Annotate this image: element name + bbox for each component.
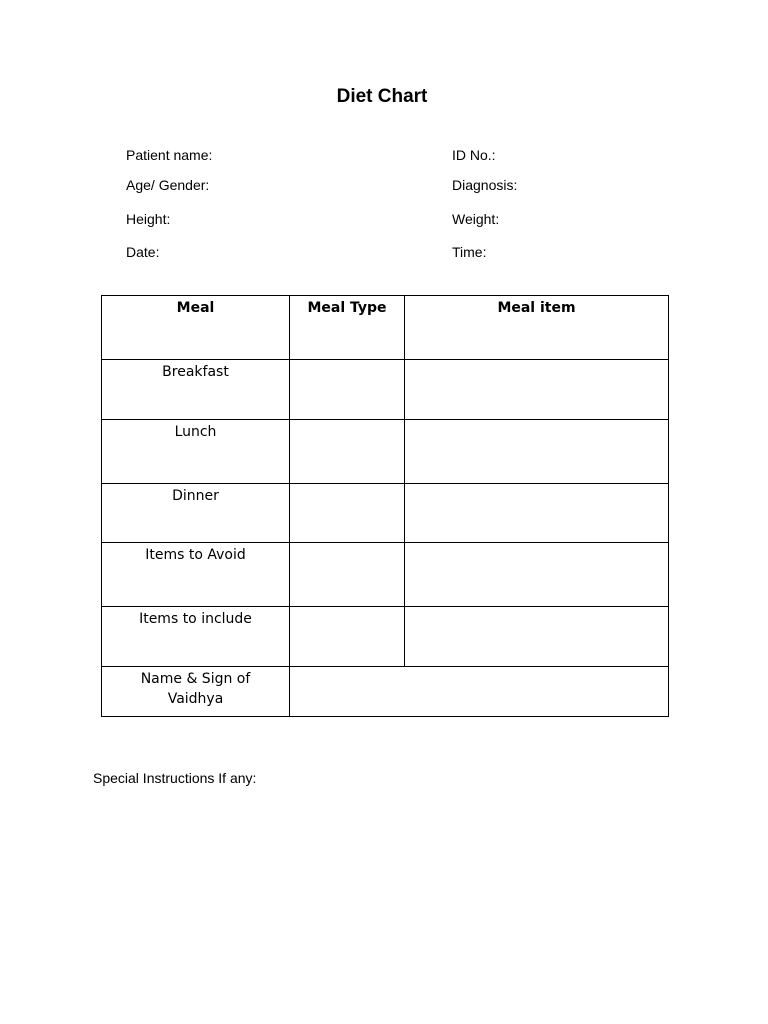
meal-type-cell[interactable] — [290, 607, 405, 667]
table-row — [102, 543, 669, 607]
date-label: Date: — [126, 244, 160, 260]
time-label: Time: — [452, 244, 487, 260]
table-row — [102, 420, 669, 484]
age-gender-label: Age/ Gender: — [126, 177, 210, 193]
meal-item-cell[interactable] — [405, 420, 669, 484]
header-meal-item: Meal item — [405, 296, 669, 360]
meal-cell-items-to-avoid: Items to Avoid — [102, 543, 290, 607]
meal-type-cell[interactable] — [290, 484, 405, 543]
sign-label-line2: Vaidhya — [167, 691, 224, 707]
meal-type-cell[interactable] — [290, 543, 405, 607]
meal-cell-dinner: Dinner — [102, 484, 290, 543]
meal-item-cell[interactable] — [405, 484, 669, 543]
weight-label: Weight: — [452, 211, 500, 227]
sign-label-cell — [102, 667, 290, 717]
page-title: Diet Chart — [336, 86, 428, 107]
special-instructions-label: Special Instructions If any: — [93, 770, 257, 786]
meal-item-cell[interactable] — [405, 543, 669, 607]
sign-cell[interactable] — [290, 667, 669, 717]
table-row — [102, 607, 669, 667]
meal-cell-breakfast: Breakfast — [102, 360, 290, 420]
header-meal-type: Meal Type — [290, 296, 405, 360]
diet-table — [101, 295, 669, 717]
meal-item-cell[interactable] — [405, 607, 669, 667]
id-no-label: ID No.: — [452, 147, 496, 163]
sign-label-line1: Name & Sign of — [140, 671, 251, 687]
meal-cell-lunch: Lunch — [102, 420, 290, 484]
meal-item-cell[interactable] — [405, 360, 669, 420]
meal-type-cell[interactable] — [290, 360, 405, 420]
diagnosis-label: Diagnosis: — [452, 177, 518, 193]
patient-name-label: Patient name: — [126, 147, 213, 163]
sign-row — [102, 667, 669, 717]
table-row — [102, 360, 669, 420]
height-label: Height: — [126, 211, 171, 227]
table-row — [102, 484, 669, 543]
header-meal: Meal — [102, 296, 290, 360]
meal-type-cell[interactable] — [290, 420, 405, 484]
meal-cell-items-to-include: Items to include — [102, 607, 290, 667]
table-header-row — [102, 296, 669, 360]
